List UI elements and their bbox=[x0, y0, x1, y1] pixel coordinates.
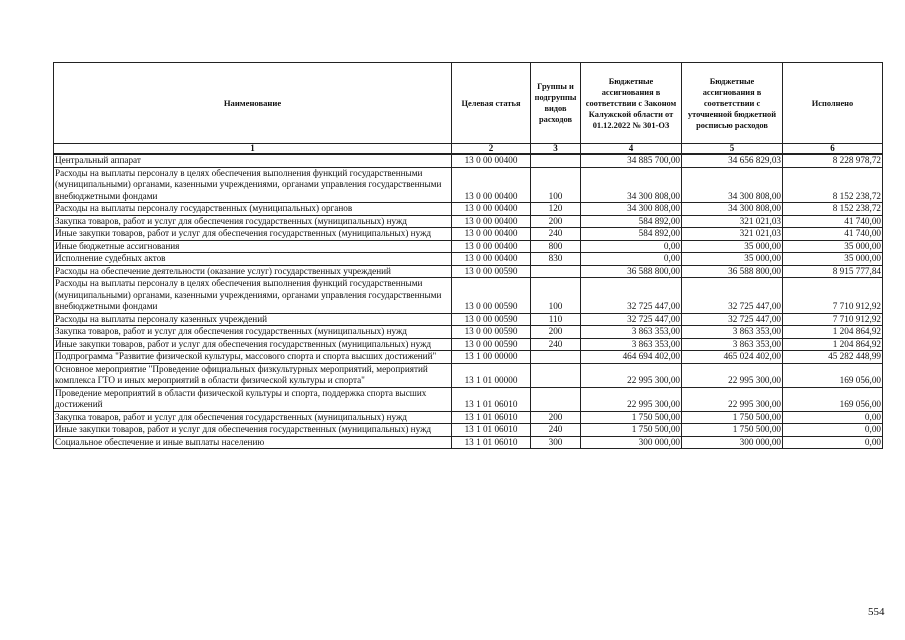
column-number: 3 bbox=[531, 144, 581, 155]
row-revised-allocation: 321 021,03 bbox=[682, 228, 783, 241]
table-row bbox=[54, 278, 883, 314]
row-name: Основное мероприятие "Проведение официальных физкультурных мероприятий, мероприятий комплекса ГТО и иных мероприятий в области физической культуры и спорта" bbox=[54, 363, 452, 387]
row-name: Расходы на выплаты персоналу казенных учреждений bbox=[54, 313, 452, 326]
row-law-allocation: 36 588 800,00 bbox=[581, 265, 682, 278]
row-revised-allocation: 465 024 402,00 bbox=[682, 351, 783, 364]
row-executed: 0,00 bbox=[783, 411, 883, 424]
table-row bbox=[54, 387, 883, 411]
row-executed: 1 204 864,92 bbox=[783, 326, 883, 339]
row-target-article: 13 0 00 00400 bbox=[452, 215, 531, 228]
row-expense-group: 240 bbox=[531, 228, 581, 241]
row-revised-allocation: 3 863 353,00 bbox=[682, 338, 783, 351]
row-revised-allocation: 22 995 300,00 bbox=[682, 387, 783, 411]
row-executed: 8 152 238,72 bbox=[783, 167, 883, 203]
column-number: 2 bbox=[452, 144, 531, 155]
header-expense-groups: Группы и подгруппы видов расходов bbox=[531, 63, 581, 144]
row-law-allocation: 1 750 500,00 bbox=[581, 424, 682, 437]
row-executed: 35 000,00 bbox=[783, 253, 883, 266]
table-row bbox=[54, 265, 883, 278]
page-number: 554 bbox=[868, 606, 885, 618]
table-row bbox=[54, 351, 883, 364]
table-row bbox=[54, 253, 883, 266]
table-row bbox=[54, 203, 883, 216]
row-revised-allocation: 1 750 500,00 bbox=[682, 411, 783, 424]
row-revised-allocation: 35 000,00 bbox=[682, 253, 783, 266]
table-row bbox=[54, 411, 883, 424]
row-executed: 45 282 448,99 bbox=[783, 351, 883, 364]
row-name: Исполнение судебных актов bbox=[54, 253, 452, 266]
row-revised-allocation: 36 588 800,00 bbox=[682, 265, 783, 278]
row-revised-allocation: 35 000,00 bbox=[682, 240, 783, 253]
column-number: 1 bbox=[54, 144, 452, 155]
row-expense-group bbox=[531, 154, 581, 167]
row-executed: 8 915 777,84 bbox=[783, 265, 883, 278]
row-revised-allocation: 32 725 447,00 bbox=[682, 313, 783, 326]
table-row bbox=[54, 154, 883, 167]
row-expense-group: 100 bbox=[531, 167, 581, 203]
row-executed: 169 056,00 bbox=[783, 363, 883, 387]
row-law-allocation: 1 750 500,00 bbox=[581, 411, 682, 424]
row-expense-group bbox=[531, 387, 581, 411]
row-law-allocation: 584 892,00 bbox=[581, 228, 682, 241]
row-executed: 8 228 978,72 bbox=[783, 154, 883, 167]
row-target-article: 13 1 01 00000 bbox=[452, 363, 531, 387]
row-expense-group: 240 bbox=[531, 424, 581, 437]
row-target-article: 13 1 01 06010 bbox=[452, 387, 531, 411]
table-row bbox=[54, 228, 883, 241]
table-row bbox=[54, 338, 883, 351]
row-expense-group: 300 bbox=[531, 436, 581, 449]
row-law-allocation: 34 885 700,00 bbox=[581, 154, 682, 167]
row-revised-allocation: 3 863 353,00 bbox=[682, 326, 783, 339]
table-row bbox=[54, 363, 883, 387]
row-name: Подпрограмма "Развитие физической культуры, массового спорта и спорта высших достижений" bbox=[54, 351, 452, 364]
row-law-allocation: 34 300 808,00 bbox=[581, 167, 682, 203]
row-expense-group bbox=[531, 363, 581, 387]
row-executed: 35 000,00 bbox=[783, 240, 883, 253]
table-row bbox=[54, 240, 883, 253]
row-executed: 41 740,00 bbox=[783, 228, 883, 241]
row-revised-allocation: 34 656 829,03 bbox=[682, 154, 783, 167]
row-executed: 0,00 bbox=[783, 436, 883, 449]
row-revised-allocation: 22 995 300,00 bbox=[682, 363, 783, 387]
row-target-article: 13 1 00 00000 bbox=[452, 351, 531, 364]
row-target-article: 13 0 00 00400 bbox=[452, 203, 531, 216]
row-revised-allocation: 321 021,03 bbox=[682, 215, 783, 228]
column-number: 4 bbox=[581, 144, 682, 155]
row-expense-group: 110 bbox=[531, 313, 581, 326]
row-executed: 0,00 bbox=[783, 424, 883, 437]
row-law-allocation: 34 300 808,00 bbox=[581, 203, 682, 216]
row-law-allocation: 584 892,00 bbox=[581, 215, 682, 228]
row-target-article: 13 0 00 00590 bbox=[452, 278, 531, 314]
column-number: 6 bbox=[783, 144, 883, 155]
row-law-allocation: 3 863 353,00 bbox=[581, 326, 682, 339]
budget-table bbox=[53, 62, 883, 449]
row-name: Иные бюджетные ассигнования bbox=[54, 240, 452, 253]
row-target-article: 13 0 00 00400 bbox=[452, 167, 531, 203]
row-revised-allocation: 34 300 808,00 bbox=[682, 167, 783, 203]
header-revised-allocations: Бюджетные ассигнования в соответствии с уточненной бюджетной росписью расходов bbox=[682, 63, 783, 144]
row-law-allocation: 32 725 447,00 bbox=[581, 313, 682, 326]
row-expense-group bbox=[531, 265, 581, 278]
row-expense-group: 200 bbox=[531, 215, 581, 228]
row-name: Иные закупки товаров, работ и услуг для обеспечения государственных (муниципальных) нужд bbox=[54, 228, 452, 241]
row-name: Расходы на выплаты персоналу в целях обеспечения выполнения функций государственными (муниципальными) органами, казенными учреждениями, органами управления государственными внебюджетными фондами bbox=[54, 167, 452, 203]
row-name: Расходы на выплаты персоналу государственных (муниципальных) органов bbox=[54, 203, 452, 216]
table-row bbox=[54, 215, 883, 228]
row-target-article: 13 0 00 00590 bbox=[452, 338, 531, 351]
row-expense-group: 200 bbox=[531, 326, 581, 339]
row-name: Центральный аппарат bbox=[54, 154, 452, 167]
row-target-article: 13 0 00 00400 bbox=[452, 240, 531, 253]
header-law-allocations: Бюджетные ассигнования в соответствии с Законом Калужской области от 01.12.2022 № 301-ОЗ bbox=[581, 63, 682, 144]
row-target-article: 13 1 01 06010 bbox=[452, 424, 531, 437]
row-executed: 41 740,00 bbox=[783, 215, 883, 228]
row-law-allocation: 0,00 bbox=[581, 253, 682, 266]
row-executed: 7 710 912,92 bbox=[783, 278, 883, 314]
header-target-article: Целевая статья bbox=[452, 63, 531, 144]
row-revised-allocation: 32 725 447,00 bbox=[682, 278, 783, 314]
header-executed: Исполнено bbox=[783, 63, 883, 144]
row-target-article: 13 1 01 06010 bbox=[452, 436, 531, 449]
row-expense-group: 100 bbox=[531, 278, 581, 314]
row-revised-allocation: 300 000,00 bbox=[682, 436, 783, 449]
row-revised-allocation: 34 300 808,00 bbox=[682, 203, 783, 216]
row-expense-group: 120 bbox=[531, 203, 581, 216]
column-number: 5 bbox=[682, 144, 783, 155]
row-name: Проведение мероприятий в области физической культуры и спорта, поддержка спорта высших достижений bbox=[54, 387, 452, 411]
table-row bbox=[54, 326, 883, 339]
table-row bbox=[54, 313, 883, 326]
row-expense-group: 830 bbox=[531, 253, 581, 266]
row-law-allocation: 300 000,00 bbox=[581, 436, 682, 449]
row-executed: 7 710 912,92 bbox=[783, 313, 883, 326]
row-law-allocation: 3 863 353,00 bbox=[581, 338, 682, 351]
row-target-article: 13 0 00 00400 bbox=[452, 228, 531, 241]
header-name: Наименование bbox=[54, 63, 452, 144]
column-number-row bbox=[54, 144, 883, 155]
row-executed: 169 056,00 bbox=[783, 387, 883, 411]
row-name: Иные закупки товаров, работ и услуг для обеспечения государственных (муниципальных) нужд bbox=[54, 338, 452, 351]
row-executed: 8 152 238,72 bbox=[783, 203, 883, 216]
row-expense-group bbox=[531, 351, 581, 364]
row-target-article: 13 0 00 00400 bbox=[452, 253, 531, 266]
row-expense-group: 200 bbox=[531, 411, 581, 424]
row-name: Закупка товаров, работ и услуг для обеспечения государственных (муниципальных) нужд bbox=[54, 215, 452, 228]
row-revised-allocation: 1 750 500,00 bbox=[682, 424, 783, 437]
row-target-article: 13 0 00 00590 bbox=[452, 326, 531, 339]
row-executed: 1 204 864,92 bbox=[783, 338, 883, 351]
table-row bbox=[54, 167, 883, 203]
row-law-allocation: 22 995 300,00 bbox=[581, 387, 682, 411]
row-expense-group: 800 bbox=[531, 240, 581, 253]
row-name: Социальное обеспечение и иные выплаты населению bbox=[54, 436, 452, 449]
table-row bbox=[54, 436, 883, 449]
row-law-allocation: 0,00 bbox=[581, 240, 682, 253]
row-name: Расходы на выплаты персоналу в целях обеспечения выполнения функций государственными (муниципальными) органами, казенными учреждениями, органами управления государственными внебюджетными фондами bbox=[54, 278, 452, 314]
header-row bbox=[54, 63, 883, 144]
row-expense-group: 240 bbox=[531, 338, 581, 351]
row-name: Расходы на обеспечение деятельности (оказание услуг) государственных учреждений bbox=[54, 265, 452, 278]
row-name: Закупка товаров, работ и услуг для обеспечения государственных (муниципальных) нужд bbox=[54, 411, 452, 424]
row-law-allocation: 22 995 300,00 bbox=[581, 363, 682, 387]
row-target-article: 13 0 00 00590 bbox=[452, 265, 531, 278]
row-target-article: 13 0 00 00590 bbox=[452, 313, 531, 326]
row-name: Иные закупки товаров, работ и услуг для обеспечения государственных (муниципальных) нужд bbox=[54, 424, 452, 437]
row-target-article: 13 1 01 06010 bbox=[452, 411, 531, 424]
row-name: Закупка товаров, работ и услуг для обеспечения государственных (муниципальных) нужд bbox=[54, 326, 452, 339]
row-law-allocation: 32 725 447,00 bbox=[581, 278, 682, 314]
row-law-allocation: 464 694 402,00 bbox=[581, 351, 682, 364]
row-target-article: 13 0 00 00400 bbox=[452, 154, 531, 167]
table-row bbox=[54, 424, 883, 437]
